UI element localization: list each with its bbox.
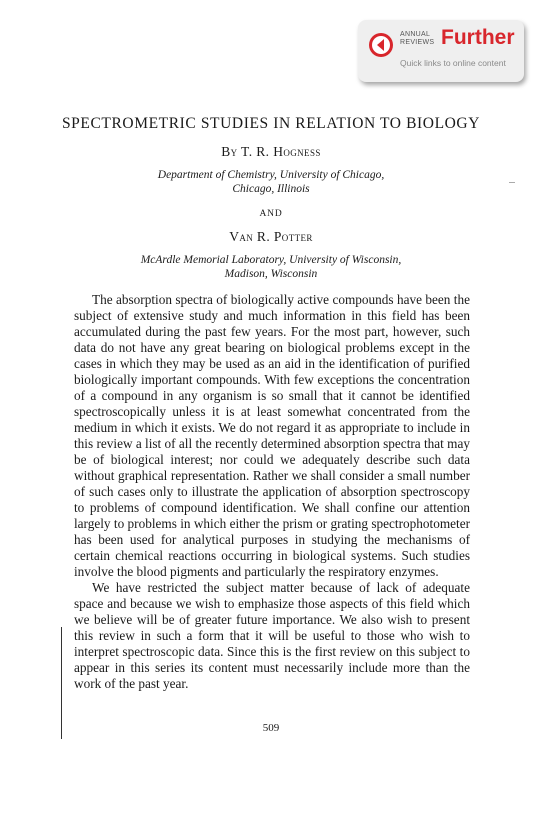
scan-speck (509, 182, 515, 183)
paragraph-2: We have restricted the subject matter because of lack of adequate space and because we wish to emphasize those aspects of this field which we believe will be of greater future importance. We also wish to present this review in such a form that it will be useful to those who wish to interpret spectroscopic data. Since this is the first review on this subject to appear in this series its content must necessarily include more than the work of the past year. (74, 580, 470, 691)
annual-reviews-wordmark (400, 31, 434, 47)
author-1-affiliation-line1: Department of Chemistry, University of Chicago, (157, 169, 385, 181)
further-tagline: Quick links to online content (400, 58, 506, 68)
further-label: Further (441, 26, 515, 49)
and-separator: AND (259, 209, 283, 219)
further-badge[interactable] (358, 20, 524, 82)
author-2-affiliation-line2: Madison, Wisconsin (224, 268, 318, 280)
author-2-affiliation-line1: McArdle Memorial Laboratory, University of Wisconsin, (140, 254, 402, 266)
article-title: SPECTROMETRIC STUDIES IN RELATION TO BIOLOGY (61, 115, 481, 132)
annual-reviews-logo-icon (368, 32, 394, 58)
reviews-label: REVIEWS (400, 39, 435, 46)
paragraph-1: The absorption spectra of biologically active compounds have been the subject of extensive study and much information in this field has been accumulated during the past few years. For the most part, however, such data do not have any great bearing on biological problems except in the cases in which they may be used as an aid in the identification of purified biologically important compounds. With few exceptions the concentration of a compound in any organism is so small that it cannot be identified spectroscopically unless it is at least somewhat concentrated from the medium in which it exists. We do not regard it as appropriate to include in this review a list of all the recently determined absorption spectra that may be of biological interest; nor could we adequately describe such data without graphical representation. Rather we shall consider a small number of such cases only to illustrate the application of absorption spectroscopy to problems of compound identification. We shall confine our attention largely to problems in which either the prism or grating spectrophotometer has been used for analytical purposes in studying the mechanisms of certain chemical reactions occurring in biological systems. Such studies involve the blood pigments and particularly the respiratory enzymes. (74, 292, 470, 579)
author-1-affiliation-line2: Chicago, Illinois (232, 183, 310, 195)
margin-rule (61, 627, 62, 739)
author-1-name: By T. R. Hogness (221, 144, 321, 159)
annual-label: ANNUAL (400, 31, 431, 38)
author-2-name: Van R. Potter (229, 229, 313, 244)
page-number: 509 (262, 722, 280, 734)
article-body (74, 292, 470, 692)
